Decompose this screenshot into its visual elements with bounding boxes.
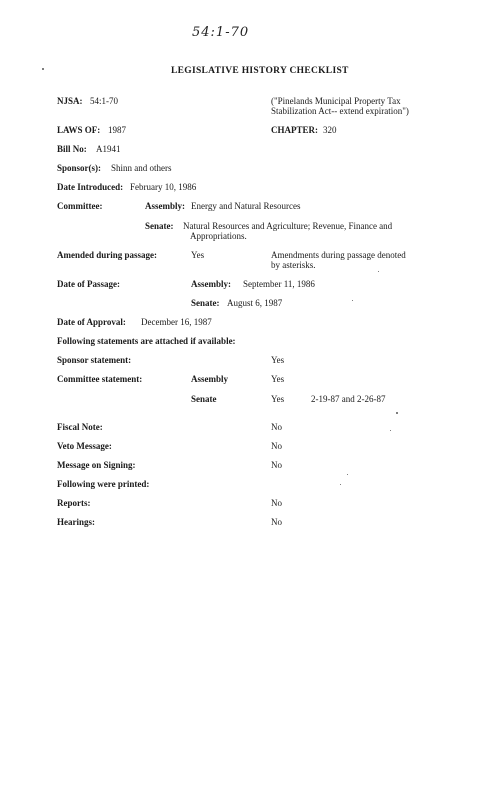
- laws-of-label: LAWS OF:: [57, 125, 101, 135]
- date-of-passage-label: Date of Passage:: [57, 279, 120, 289]
- date-of-approval-label: Date of Approval:: [57, 317, 126, 327]
- date-introduced-value: February 10, 1986: [130, 182, 197, 192]
- message-on-signing-value: No: [271, 460, 282, 470]
- speck: [390, 430, 391, 431]
- act-description-line2: Stabilization Act-- extend expiration"): [271, 106, 409, 116]
- committee-statement-senate-dates: 2-19-87 and 2-26-87: [311, 394, 386, 404]
- committee-senate-value-line1: Natural Resources and Agriculture; Revenue, Finance and: [183, 221, 393, 231]
- sponsor-statement-label: Sponsor statement:: [57, 355, 132, 365]
- passage-assembly-label: Assembly:: [191, 279, 231, 289]
- act-description-line1: ("Pinelands Municipal Property Tax: [271, 96, 401, 106]
- committee-statement-assembly-label: Assembly: [191, 374, 229, 384]
- veto-message-value: No: [271, 441, 282, 451]
- laws-of-value: 1987: [108, 125, 126, 135]
- passage-assembly-value: September 11, 1986: [243, 279, 315, 289]
- committee-assembly-value: Energy and Natural Resources: [191, 201, 301, 211]
- veto-message-label: Veto Message:: [57, 441, 112, 451]
- sponsor-statement-value: Yes: [271, 355, 285, 365]
- reports-value: No: [271, 498, 282, 508]
- speck: [42, 68, 44, 70]
- amended-note-line2: by asterisks.: [271, 260, 316, 270]
- speck: [340, 484, 341, 485]
- committee-statement-label: Committee statement:: [57, 374, 143, 384]
- amended-value: Yes: [191, 250, 205, 260]
- bill-no-value: A1941: [96, 144, 121, 154]
- fiscal-note-value: No: [271, 422, 282, 432]
- speck: [347, 474, 348, 475]
- speck: [396, 412, 398, 414]
- chapter-value: 320: [323, 125, 337, 135]
- hearings-value: No: [271, 517, 282, 527]
- bill-no-label: Bill No:: [57, 144, 87, 154]
- date-of-approval-value: December 16, 1987: [141, 317, 212, 327]
- fiscal-note-label: Fiscal Note:: [57, 422, 103, 432]
- hearings-label: Hearings:: [57, 517, 95, 527]
- committee-label: Committee:: [57, 201, 103, 211]
- sponsors-value: Shinn and others: [111, 163, 172, 173]
- chapter-label: CHAPTER:: [271, 125, 318, 135]
- njsa-label: NJSA:: [57, 96, 83, 106]
- following-attached-heading: Following statements are attached if available:: [57, 336, 236, 346]
- amended-label: Amended during passage:: [57, 250, 158, 260]
- njsa-value: 54:1-70: [90, 96, 118, 106]
- passage-senate-label: Senate:: [191, 298, 220, 308]
- committee-senate-label: Senate:: [145, 221, 174, 231]
- speck: [352, 300, 353, 301]
- committee-senate-value-line2: Appropriations.: [190, 231, 247, 241]
- following-printed-heading: Following were printed:: [57, 479, 150, 489]
- sponsors-label: Sponsor(s):: [57, 163, 102, 173]
- amended-note-line1: Amendments during passage denoted: [271, 250, 406, 260]
- committee-statement-senate-value: Yes: [271, 394, 285, 404]
- speck: [378, 271, 379, 272]
- committee-statement-assembly-value: Yes: [271, 374, 285, 384]
- reports-label: Reports:: [57, 498, 91, 508]
- handwritten-number: 54:1-70: [192, 25, 250, 40]
- passage-senate-value: August 6, 1987: [227, 298, 283, 308]
- committee-statement-senate-label: Senate: [191, 394, 217, 404]
- page-title: LEGISLATIVE HISTORY CHECKLIST: [171, 66, 349, 76]
- date-introduced-label: Date Introduced:: [57, 182, 124, 192]
- message-on-signing-label: Message on Signing:: [57, 460, 136, 470]
- committee-assembly-label: Assembly:: [145, 201, 185, 211]
